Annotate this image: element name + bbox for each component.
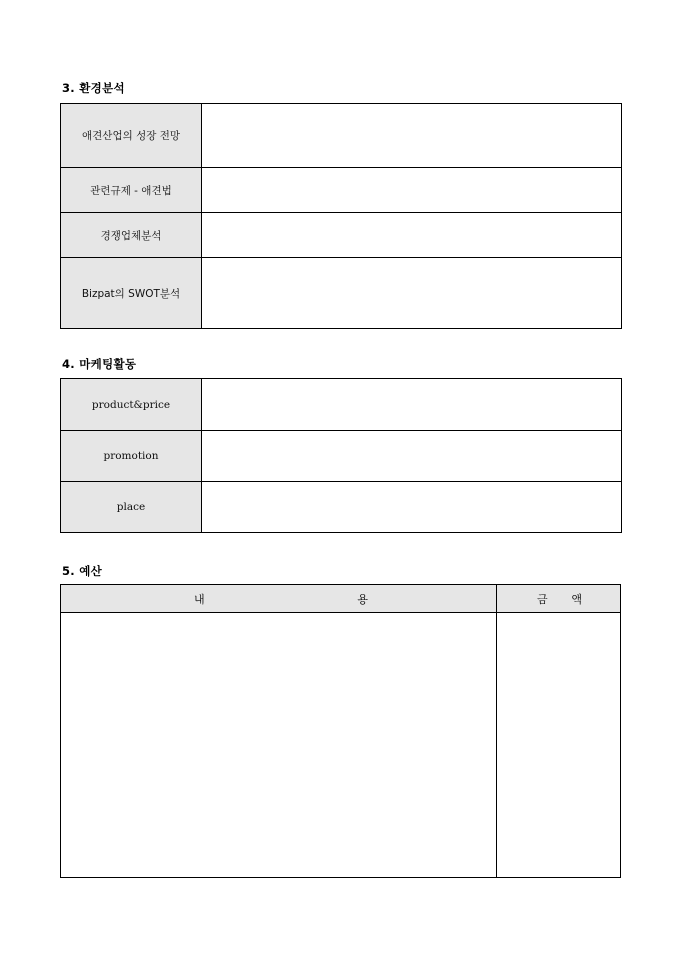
column-header-content-char1: 내 xyxy=(194,592,205,606)
column-header-amount-char2: 액 xyxy=(571,592,582,606)
content-cell[interactable] xyxy=(202,379,622,431)
section3-heading: 3. 환경분석 xyxy=(62,81,125,95)
column-header-content-char2: 용 xyxy=(357,592,368,606)
row-label: Bizpat의 SWOT분석 xyxy=(61,258,202,329)
table-row xyxy=(61,379,622,431)
row-label: 관련규제 - 애견법 xyxy=(61,168,202,213)
table-row xyxy=(61,213,622,258)
content-cell[interactable] xyxy=(202,482,622,533)
table-row xyxy=(61,613,621,878)
column-header-amount xyxy=(497,585,621,613)
row-label: 경쟁업체분석 xyxy=(61,213,202,258)
table-row xyxy=(61,168,622,213)
content-cell[interactable] xyxy=(202,104,622,168)
table-row xyxy=(61,431,622,482)
content-cell[interactable] xyxy=(202,168,622,213)
content-cell[interactable] xyxy=(202,431,622,482)
content-cell[interactable] xyxy=(202,258,622,329)
row-label: place xyxy=(61,482,202,533)
row-label: product&price xyxy=(61,379,202,431)
table-row xyxy=(61,482,622,533)
column-header-content xyxy=(61,585,497,613)
row-label: promotion xyxy=(61,431,202,482)
content-cell[interactable] xyxy=(202,213,622,258)
column-header-amount-char1: 금 xyxy=(537,592,548,606)
section5-heading: 5. 예산 xyxy=(62,564,103,578)
marketing-activity-table xyxy=(60,378,622,533)
table-row xyxy=(61,104,622,168)
section4-heading: 4. 마케팅활동 xyxy=(62,357,137,371)
row-label: 애견산업의 성장 전망 xyxy=(61,104,202,168)
budget-amount-cell[interactable] xyxy=(497,613,621,878)
budget-table xyxy=(60,584,621,878)
table-row xyxy=(61,258,622,329)
table-header-row xyxy=(61,585,621,613)
budget-content-cell[interactable] xyxy=(61,613,497,878)
environment-analysis-table xyxy=(60,103,622,329)
